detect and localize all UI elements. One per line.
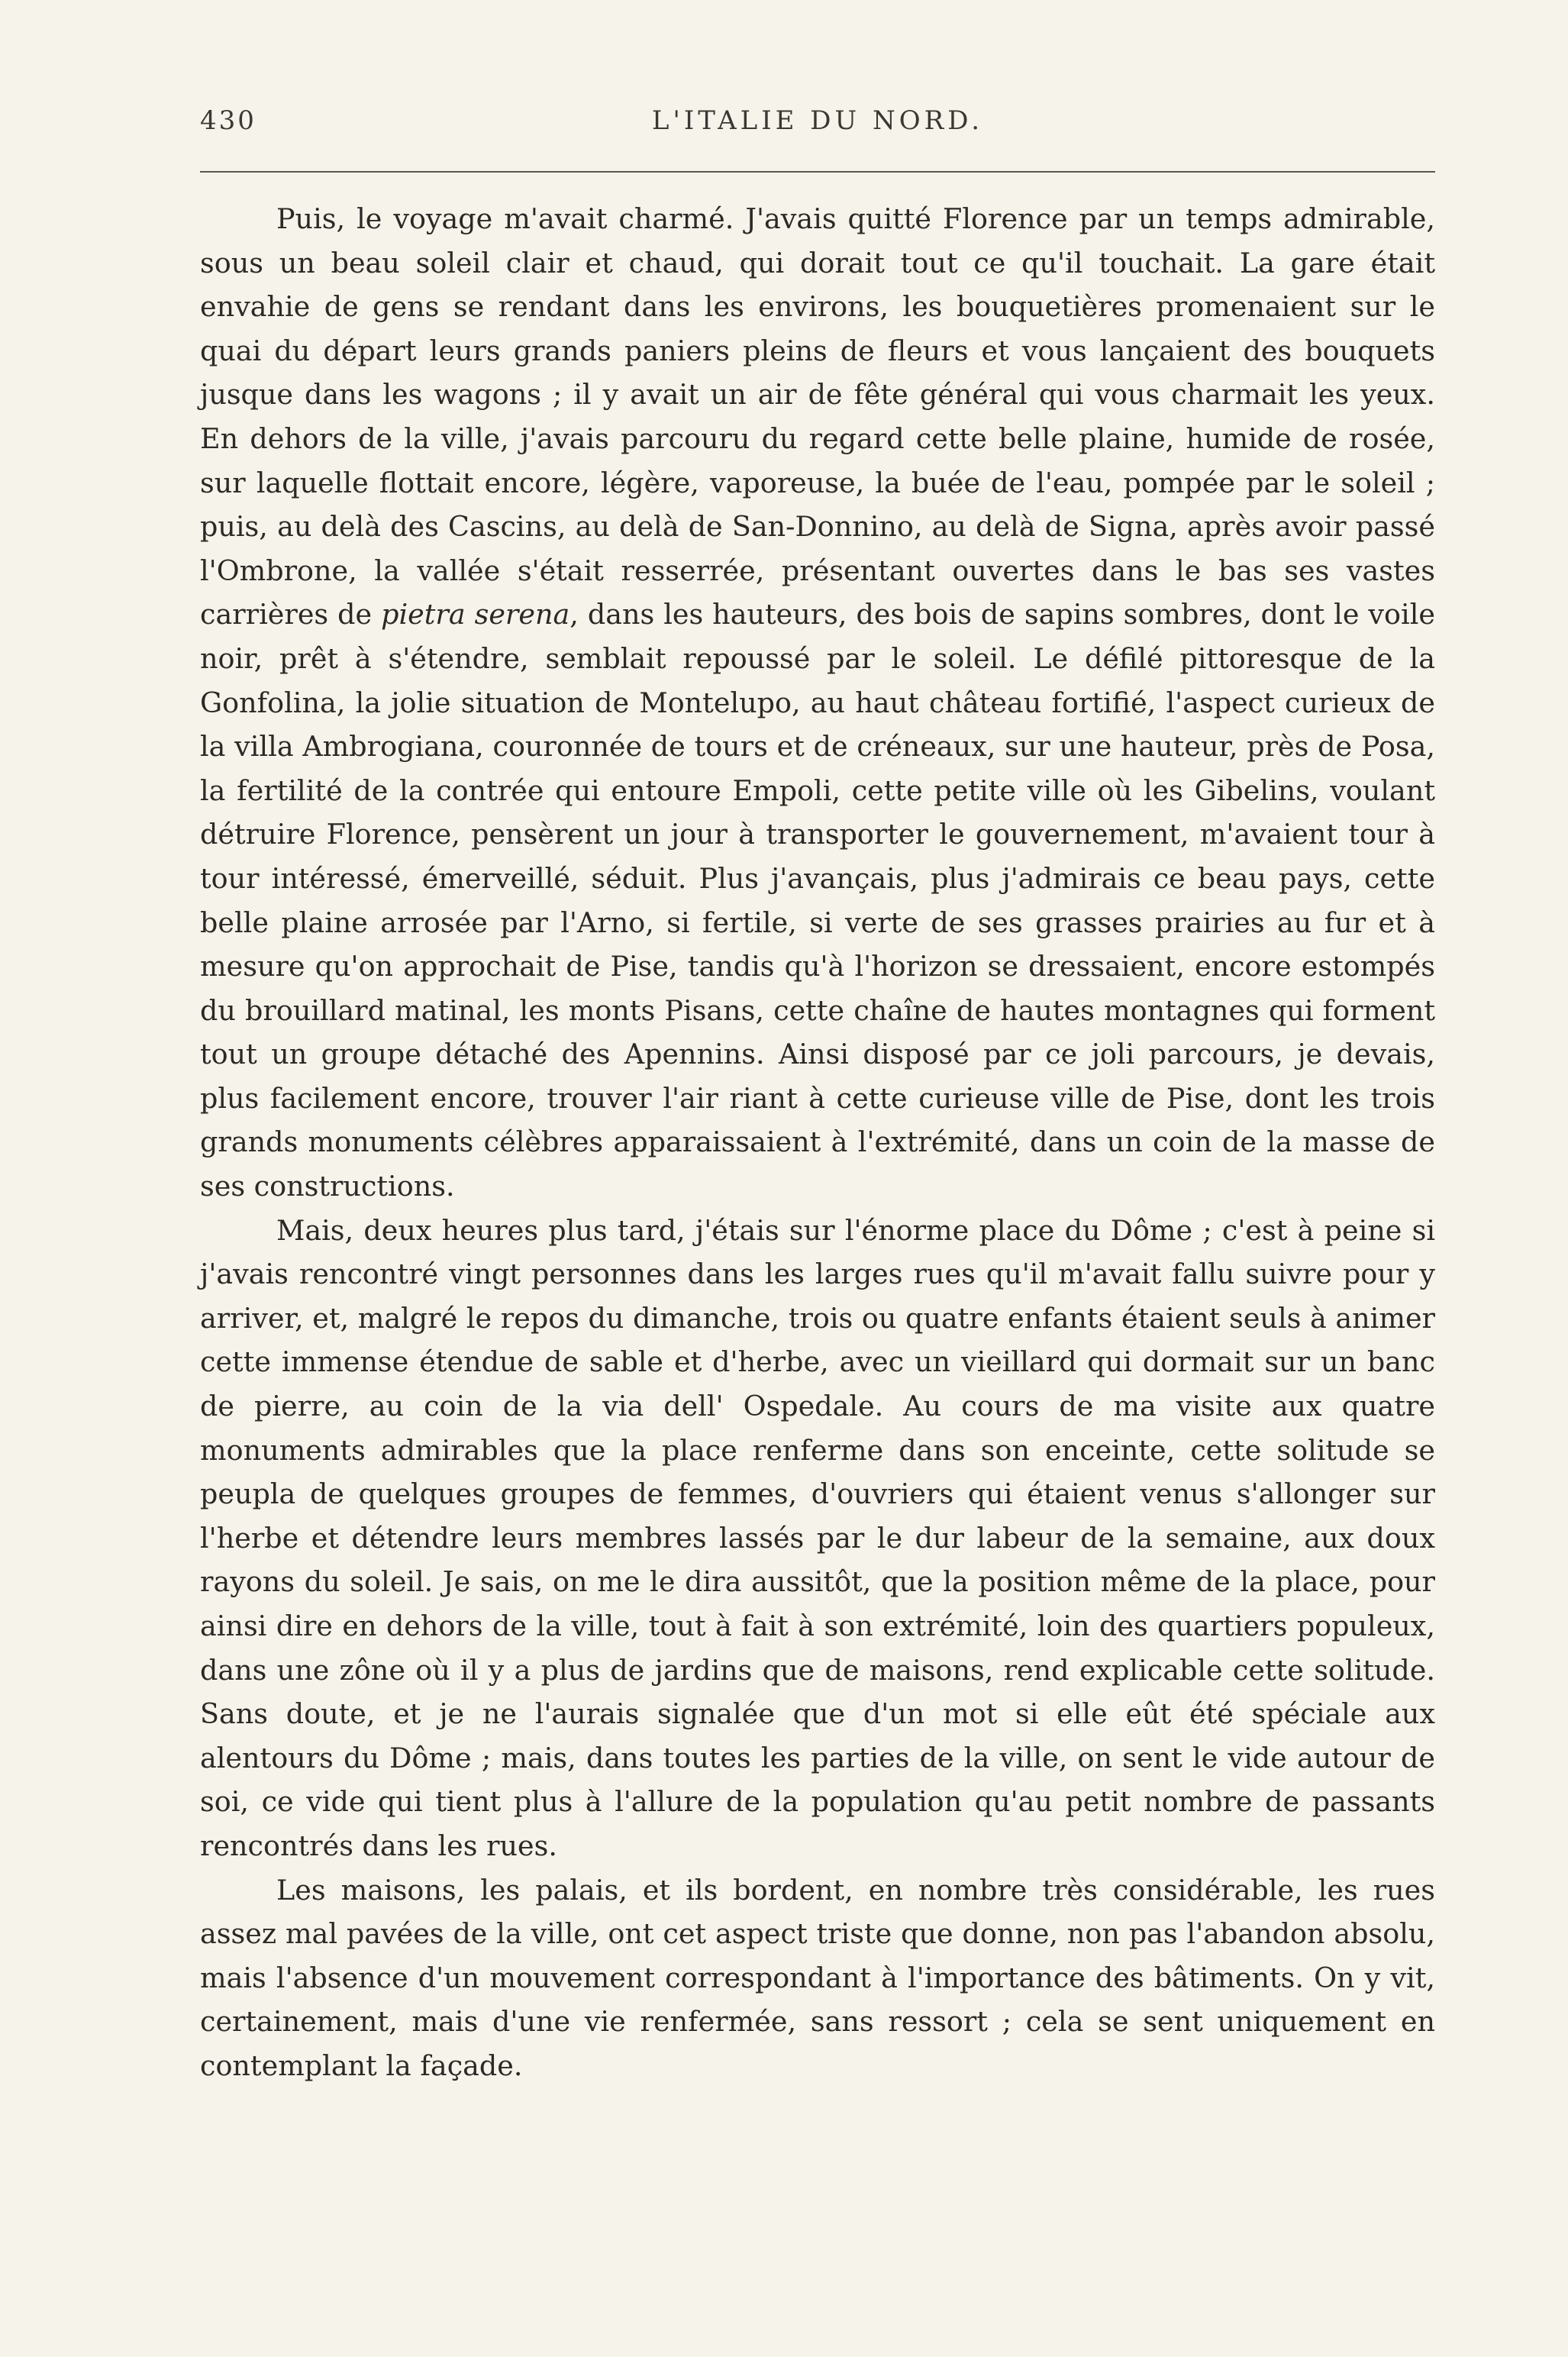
paragraph-2: Mais, deux heures plus tard, j'étais sur l'énorme place du Dôme ; c'est à peine si j'avais rencontré vingt personnes dans les larges rues qu'il m'avait fallu suivre pour y arriver, et, malgré le repos du dimanche, trois ou quatre enfants étaient seuls à animer cette immense étendue de sable et d'herbe, avec un vieillard qui dormait sur un banc de pierre, au coin de la via dell' Ospedale. Au cours de ma visite aux quatre monuments admirables que la place renferme dans son enceinte, cette solitude se peupla de quelques groupes de femmes, d'ouvriers qui étaient venus s'allonger sur l'herbe et détendre leurs membres lassés par le dur labeur de la semaine, aux doux rayons du soleil. Je sais, on me le dira aussitôt, que la position même de la place, pour ainsi dire en dehors de la ville, tout à fait à son extrémité, loin des quartiers populeux, dans une zône où il y a plus de jardins que de maisons, rend explicable cette solitude. Sans doute, et je ne l'aurais signalée que d'un mot si elle eût été spéciale aux alentours du Dôme ; mais, dans toutes les parties de la ville, on sent le vide autour de soi, ce vide qui tient plus à l'allure de la population qu'au petit nombre de passants rencontrés dans les rues. — [200, 1213, 1435, 1862]
italic-phrase: pietra serena — [381, 598, 570, 631]
paragraph-1-text-end: , dans les hauteurs, des bois de sapins sombres, dont le voile noir, prêt à s'étendre, semblait repoussé par le soleil. Le défilé pittoresque de la Gonfolina, la jolie situation de Montelupo, au haut château fortifié, l'aspect curieux de la villa Ambrogiana, couronnée de tours et de créneaux, sur une hauteur, près de Posa, la fertilité de la contrée qui entoure Empoli, cette petite ville où les Gibelins, voulant détruire Florence, pensèrent un jour à transporter le gouvernement, m'avaient tour à tour intéressé, émerveillé, séduit. Plus j'avançais, plus j'admirais ce beau pays, cette belle plaine arrosée par l'Arno, si fertile, si verte de ses grasses prairies au fur et à mesure qu'on approchait de Pise, tandis qu'à l'horizon se dressaient, encore estompés du brouillard matinal, les monts Pisans, cette chaîne de hautes montagnes qui forment tout un groupe détaché des Apennins. Ainsi disposé par ce joli parcours, je devais, plus facilement encore, trouver l'air riant à cette curieuse ville de Pise, dont les trois grands monuments célèbres apparaissaient à l'extrémité, dans un coin de la masse de ses constructions. — [200, 598, 1435, 1203]
header-rule — [200, 171, 1435, 173]
page-number: 430 — [200, 105, 256, 136]
running-title: L'ITALIE DU NORD. — [651, 105, 984, 136]
paragraph-3: Les maisons, les palais, et ils bordent, en nombre très considérable, les rues assez mal pavées de la ville, ont cet aspect triste que donne, non pas l'abandon absolu, mais l'absence d'un mouvement correspondant à l'importance des bâtiments. On y vit, certainement, mais d'une vie renfermée, sans ressort ; cela se sent uniquement en contemplant la façade. — [200, 1873, 1435, 2082]
paragraph-1-text-start: Puis, le voyage m'avait charmé. J'avais quitté Florence par un temps admirable, sous un beau soleil clair et chaud, qui dorait tout ce qu'il touchait. La gare était envahie de gens se rendant dans les environs, les bouquetières promenaient sur le quai du départ leurs grands paniers pleins de fleurs et vous lançaient des bouquets jusque dans les wagons ; il y avait un air de fête général qui vous charmait les yeux. En dehors de la ville, j'avais parcouru du regard cette belle plaine, humide de rosée, sur laquelle flottait encore, légère, vaporeuse, la buée de l'eau, pompée par le soleil ; puis, au delà des Cascins, au delà de San-Donnino, au delà de Signa, après avoir passé l'Ombrone, la vallée s'était resserrée, présentant ouvertes dans le bas ses vastes carrières de — [200, 202, 1435, 631]
paragraph-1 — [200, 197, 1435, 1209]
body-text — [200, 197, 1435, 2088]
page-header — [200, 105, 1435, 145]
